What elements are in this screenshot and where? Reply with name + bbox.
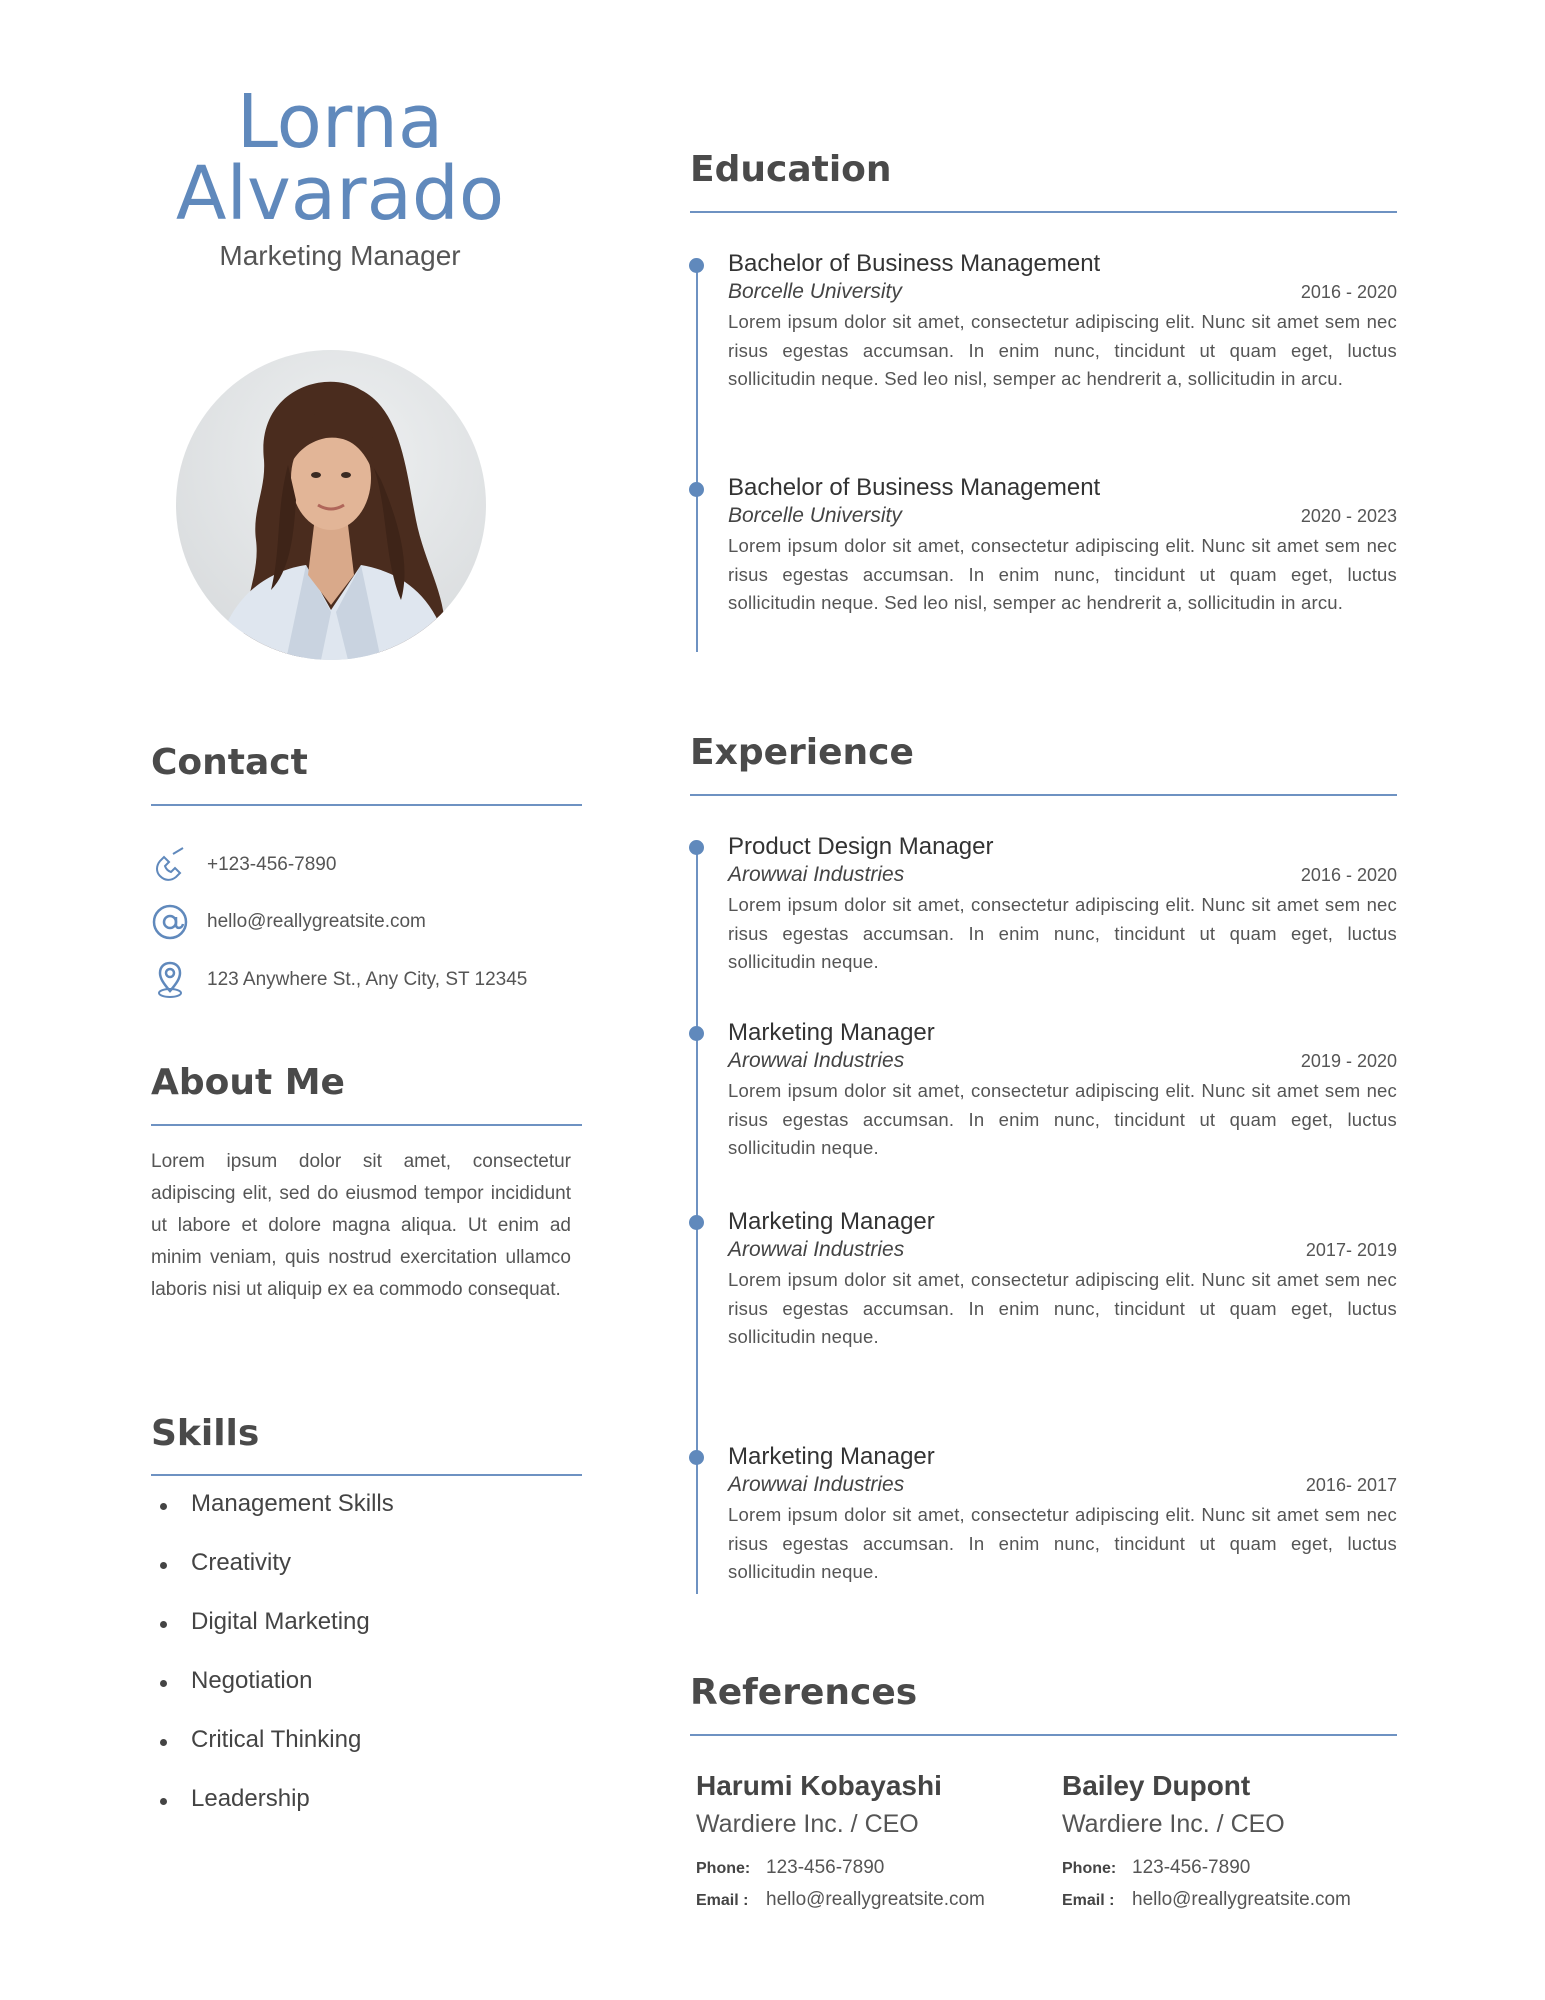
reference-phone: 123-456-7890	[766, 1857, 885, 1878]
years: 2019 - 2020	[1300, 1051, 1397, 1071]
degree: Bachelor of Business Management	[728, 250, 1101, 277]
reference-email: hello@reallygreatsite.com	[1132, 1889, 1351, 1910]
timeline-dot	[689, 1215, 704, 1230]
experience-heading: Experience	[690, 732, 914, 773]
skill-label: Negotiation	[191, 1667, 313, 1694]
street-address: 123 Anywhere St., Any City, ST 12345	[207, 969, 528, 990]
experience-entry	[728, 1208, 1397, 1352]
skill-label: Creativity	[191, 1549, 292, 1576]
skill-item	[160, 1608, 394, 1667]
skill-label: Digital Marketing	[191, 1608, 370, 1635]
phone-icon	[151, 846, 189, 884]
contact-address	[151, 961, 527, 999]
reference-company: Wardiere Inc. / CEO	[696, 1810, 919, 1838]
education-heading: Education	[690, 149, 892, 190]
position: Product Design Manager	[728, 833, 994, 860]
phone-label: Phone:	[1062, 1860, 1117, 1877]
skill-item	[160, 1490, 394, 1549]
contact-divider	[151, 804, 582, 806]
school: Borcelle University	[728, 504, 902, 527]
references-heading: References	[690, 1672, 918, 1713]
skill-item	[160, 1726, 394, 1785]
skills-divider	[151, 1474, 582, 1476]
about-paragraph: Lorem ipsum dolor sit amet, consectetur adipiscing elit, sed do eiusmod tempor incididunt ut labore et dolore magna aliqua. Ut enim ad minim veniam, quis nostrud exercitation ullamco laboris nisi ut aliquip ex ea commodo consequat.	[151, 1151, 571, 1300]
company: Arowwai Industries	[728, 1473, 905, 1496]
school: Borcelle University	[728, 280, 902, 303]
experience-entry	[728, 1443, 1397, 1587]
bullet-icon	[160, 1621, 167, 1628]
degree: Bachelor of Business Management	[728, 474, 1101, 501]
at-sign-icon	[151, 903, 189, 941]
timeline-dot	[689, 1450, 704, 1465]
first-name: Lorna	[236, 79, 444, 165]
company: Arowwai Industries	[728, 863, 905, 886]
bullet-icon	[160, 1680, 167, 1687]
bullet-icon	[160, 1503, 167, 1510]
email-address: hello@reallygreatsite.com	[207, 911, 426, 932]
skill-item	[160, 1667, 394, 1726]
position: Marketing Manager	[728, 1208, 935, 1235]
reference-email: hello@reallygreatsite.com	[766, 1889, 985, 1910]
description: Lorem ipsum dolor sit amet, consectetur adipiscing elit. Nunc sit amet sem nec risus egestas accumsan. In enim nunc, tincidunt ut quam eget, luctus sollicitudin neque.	[728, 894, 1397, 972]
company: Arowwai Industries	[728, 1049, 905, 1072]
skill-label: Management Skills	[191, 1490, 394, 1517]
profile-photo	[176, 350, 486, 660]
references-divider	[690, 1734, 1397, 1736]
years: 2020 - 2023	[1300, 506, 1397, 526]
reference-card	[1062, 1770, 1402, 1911]
description: Lorem ipsum dolor sit amet, consectetur adipiscing elit. Nunc sit amet sem nec risus egestas accumsan. In enim nunc, tincidunt ut quam eget, luctus sollicitudin neque. Sed leo nisl, semper ac hendrerit a, sollicitudin in arcu.	[728, 311, 1397, 389]
candidate-name	[140, 79, 540, 237]
reference-name: Bailey Dupont	[1062, 1770, 1251, 1801]
skill-label: Leadership	[191, 1785, 310, 1812]
reference-name: Harumi Kobayashi	[696, 1770, 942, 1801]
bullet-icon	[160, 1798, 167, 1805]
years: 2016 - 2020	[1300, 282, 1397, 302]
years: 2017- 2019	[1305, 1240, 1397, 1260]
skills-heading: Skills	[151, 1413, 260, 1454]
timeline-dot	[689, 258, 704, 273]
education-entry	[728, 474, 1397, 618]
experience-entry	[728, 1019, 1397, 1163]
contact-heading: Contact	[151, 742, 308, 783]
experience-divider	[690, 794, 1397, 796]
contact-email	[151, 903, 426, 941]
skills-list	[160, 1490, 394, 1844]
email-label: Email :	[1062, 1892, 1115, 1909]
bullet-icon	[160, 1562, 167, 1569]
position: Marketing Manager	[728, 1443, 935, 1470]
last-name: Alvarado	[175, 151, 505, 237]
portrait-illustration	[176, 350, 486, 660]
timeline-dot	[689, 1026, 704, 1041]
years: 2016- 2017	[1305, 1475, 1397, 1495]
bullet-icon	[160, 1739, 167, 1746]
description: Lorem ipsum dolor sit amet, consectetur adipiscing elit. Nunc sit amet sem nec risus egestas accumsan. In enim nunc, tincidunt ut quam eget, luctus sollicitudin neque. Sed leo nisl, semper ac hendrerit a, sollicitudin in arcu.	[728, 535, 1397, 613]
skill-item	[160, 1549, 394, 1608]
description: Lorem ipsum dolor sit amet, consectetur adipiscing elit. Nunc sit amet sem nec risus egestas accumsan. In enim nunc, tincidunt ut quam eget, luctus sollicitudin neque.	[728, 1080, 1397, 1158]
about-divider	[151, 1124, 582, 1126]
reference-company: Wardiere Inc. / CEO	[1062, 1810, 1285, 1838]
reference-phone: 123-456-7890	[1132, 1857, 1251, 1878]
years: 2016 - 2020	[1300, 865, 1397, 885]
skill-label: Critical Thinking	[191, 1726, 362, 1753]
skill-item	[160, 1785, 394, 1844]
phone-label: Phone:	[696, 1860, 751, 1877]
experience-entry	[728, 833, 1397, 977]
education-timeline	[696, 266, 698, 652]
timeline-dot	[689, 482, 704, 497]
reference-card	[696, 1770, 1036, 1911]
about-heading: About Me	[151, 1062, 345, 1103]
description: Lorem ipsum dolor sit amet, consectetur adipiscing elit. Nunc sit amet sem nec risus egestas accumsan. In enim nunc, tincidunt ut quam eget, luctus sollicitudin neque.	[728, 1269, 1397, 1347]
education-entry	[728, 250, 1397, 394]
education-divider	[690, 211, 1397, 213]
company: Arowwai Industries	[728, 1238, 905, 1261]
location-pin-icon	[151, 961, 189, 999]
contact-phone	[151, 846, 336, 884]
email-label: Email :	[696, 1892, 749, 1909]
phone-number: +123-456-7890	[207, 854, 337, 875]
timeline-dot	[689, 840, 704, 855]
description: Lorem ipsum dolor sit amet, consectetur adipiscing elit. Nunc sit amet sem nec risus egestas accumsan. In enim nunc, tincidunt ut quam eget, luctus sollicitudin neque.	[728, 1504, 1397, 1582]
job-title: Marketing Manager	[219, 240, 461, 271]
position: Marketing Manager	[728, 1019, 935, 1046]
